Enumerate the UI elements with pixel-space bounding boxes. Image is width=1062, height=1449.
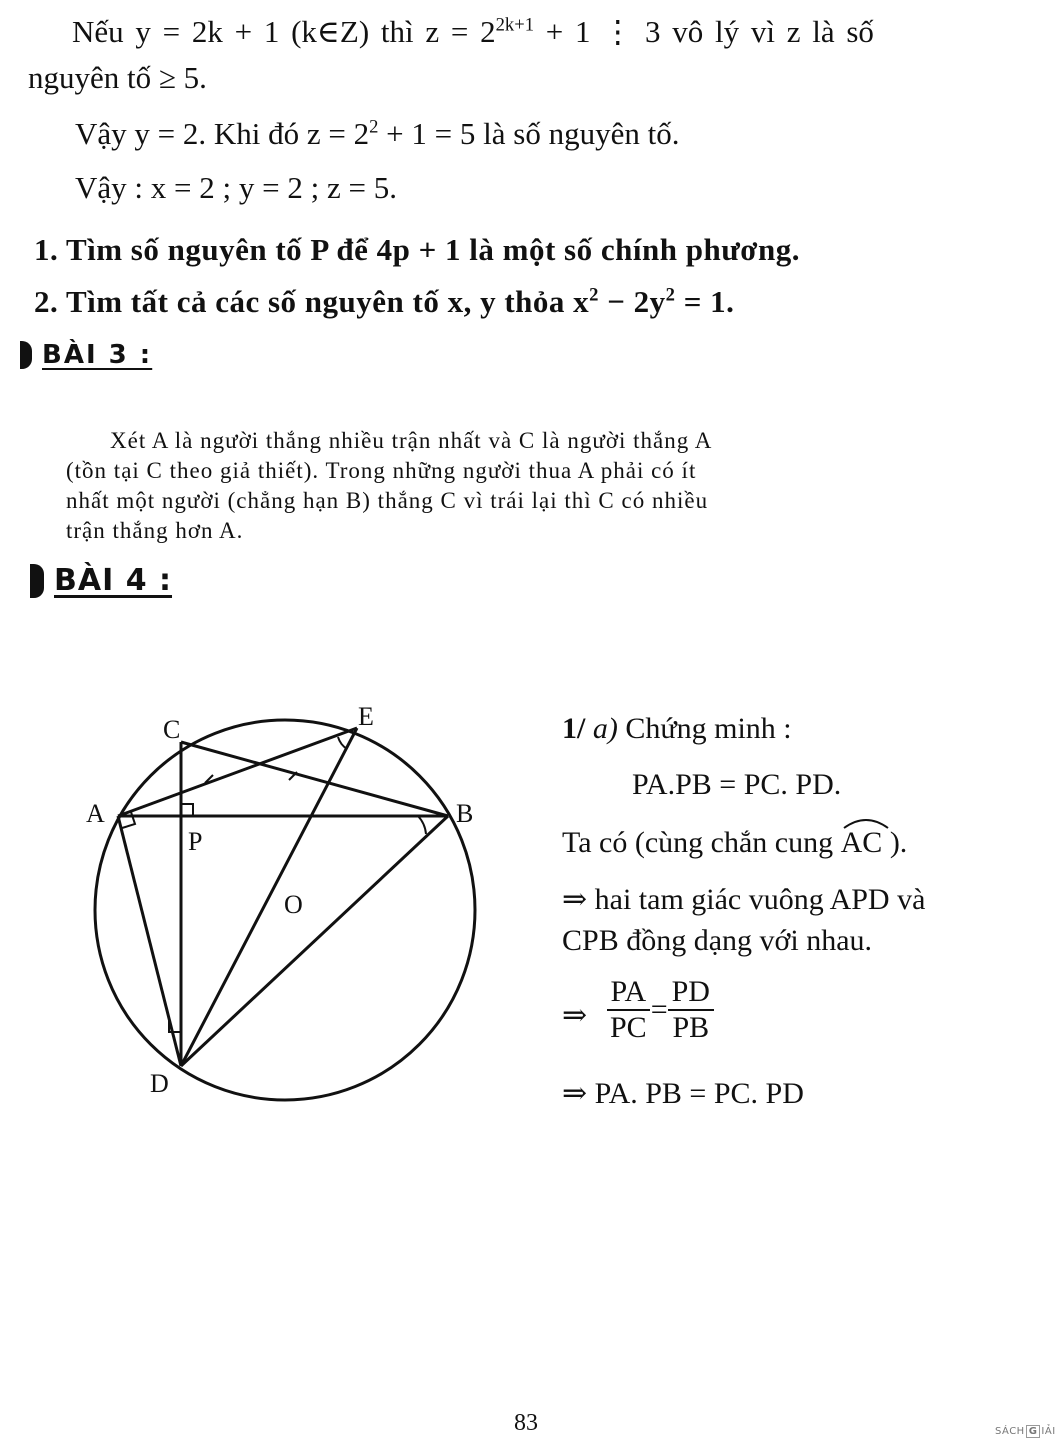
text-line-3: Vậy y = 2. Khi đó $z = 2^2 + 1 = 5$ là số nguyên tố. <box>75 116 680 151</box>
frac-arrow: ⇒ <box>562 999 588 1032</box>
bai3-line-4: trận thắng hơn A. <box>66 518 244 543</box>
bai3-line-1: Xét A là người thắng nhiều trận nhất và C là người thắng A <box>110 428 713 453</box>
watermark-logo: SÁCH G IẢI <box>995 1426 1056 1437</box>
bai4-heading-text: BÀI 4 : <box>54 563 173 598</box>
exercise-2: 2. Tìm tất cả các số nguyên tố x, y thỏa $x^2 - 2y^2 = 1$. <box>34 284 735 319</box>
segment-ad <box>118 816 181 1066</box>
solution-line-4: ⇒ hai tam giác vuông APD và <box>562 883 926 916</box>
label-d: D <box>150 1069 169 1098</box>
fraction-equation: $\frac{PA}{PC}$ = $\frac{PD}{PB}$ <box>606 975 714 1045</box>
bai3-line-3: nhất một người (chẳng hạn B) thắng C vì trái lại thì C có nhiều <box>66 488 709 513</box>
segment-ed <box>181 728 357 1066</box>
label-b: B <box>456 799 474 828</box>
label-p: P <box>188 827 203 856</box>
label-e: E <box>358 702 374 731</box>
arc-icon <box>841 816 891 830</box>
text-line-2: nguyên tố ≥ 5. <box>28 60 207 95</box>
solution-line-3: Ta có (cùng chắn cung AC ). <box>562 826 907 860</box>
solution-line-6: ⇒ PA. PB = PC. PD <box>562 1077 804 1110</box>
solution-line-2: PA.PB = PC. PD. <box>632 768 842 801</box>
label-c: C <box>163 715 181 744</box>
label-a: A <box>86 799 105 828</box>
text-line-4: Vậy : x = 2 ; y = 2 ; z = 5. <box>75 170 397 205</box>
angle-mark-b <box>418 816 426 834</box>
bai3-heading-text: BÀI 3 : <box>42 340 153 370</box>
label-o: O <box>284 890 303 919</box>
text-line-1: Nếu y = 2k + 1 (k∈Z) thì $z = 2^{2k+1} + 1$ ⋮ 3 vô lý vì z là số <box>72 14 874 49</box>
exercise-1: 1. Tìm số nguyên tố P để 4p + 1 là một số chính phương. <box>34 232 800 267</box>
fraction-pa-pc: $\frac{PA}{PC}$ <box>606 975 651 1045</box>
solution-line-5: CPB đồng dạng với nhau. <box>562 924 873 957</box>
solution-line-1: 1/ a) Chứng minh : <box>562 712 792 745</box>
segment-bd <box>181 816 448 1066</box>
angle-mark-e <box>338 737 347 749</box>
fraction-pd-pb: $\frac{PD}{PB}$ <box>668 975 714 1045</box>
right-angle-p <box>181 804 193 816</box>
bai3-line-2: (tồn tại C theo giả thiết). Trong những người thua A phải có ít <box>66 458 697 483</box>
page-number: 83 <box>514 1410 538 1436</box>
